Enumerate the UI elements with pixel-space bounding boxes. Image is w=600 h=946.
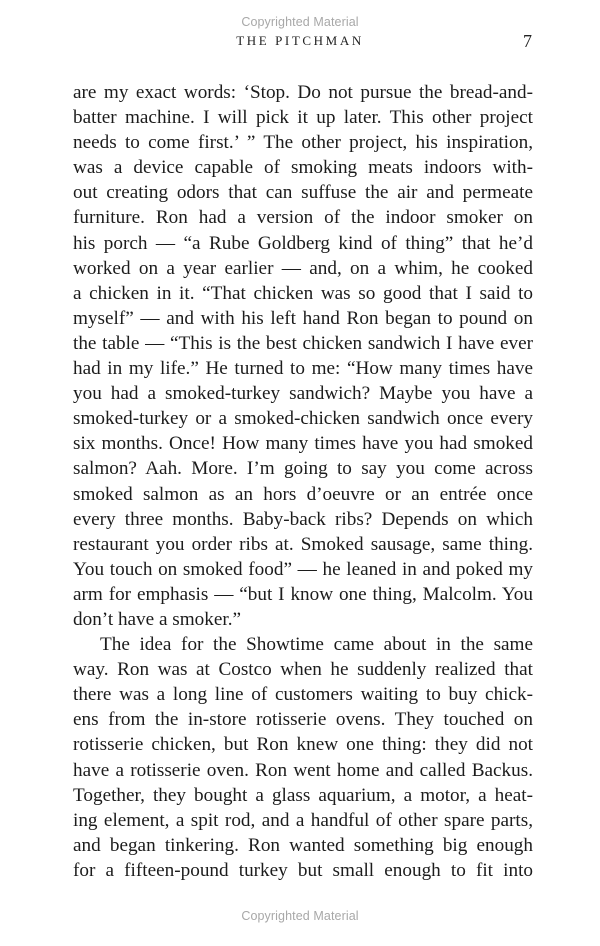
running-header [0,31,600,51]
text-line: smoked-turkey or a smoked-chicken sandwich once every [73,408,533,430]
text-line: are my exact words: ‘Stop. Do not pursue the bread-and- [73,82,533,103]
text-line: the table — “This is the best chicken sandwich I have ever [73,332,533,354]
text-line: myself” — and with his left hand Ron began to pound on [73,307,533,329]
text-line: ens from the in-store rotisserie ovens. They touched on [73,709,533,731]
text-line: and began tinkering. Ron wanted something big enough [73,834,533,856]
text-line: batter machine. I will pick it up later. This other project [73,107,533,129]
text-line: a chicken in it. “That chicken was so good that I said to [73,282,533,304]
text-line: smoked salmon as an hors d’oeuvre or an entrée once [73,483,533,505]
text-line: salmon? Aah. More. I’m going to say you come across [73,458,533,480]
text-line: have a rotisserie oven. Ron went home and called Backus. [73,759,533,781]
text-line: there was a long line of customers waiting to buy chick- [73,684,533,706]
text-line: Together, they bought a glass aquarium, a motor, a heat- [73,784,533,806]
text-line: for a fifteen-pound turkey but small enough to fit into [73,859,533,881]
text-line: was a device capable of smoking meats indoors with- [73,157,533,179]
page-number: 7 [523,31,532,51]
running-title: THE PITCHMAN [236,33,364,48]
text-line: furniture. Ron had a version of the indoor smoker on [73,207,533,229]
text-line: rotisserie chicken, but Ron knew one thing: they did not [73,734,533,756]
copyright-watermark-top: Copyrighted Material [241,15,359,29]
text-line: You touch on smoked food” — he leaned in and poked my [73,558,533,580]
text-line: his porch — “a Rube Goldberg kind of thing” that he’d [73,232,533,254]
text-line: needs to come first.’ ” The other project, his inspiration, [73,132,533,154]
text-line: out creating odors that can suffuse the air and permeate [73,182,533,204]
text-line: worked on a year earlier — and, on a whim, he cooked [73,257,533,279]
text-line: don’t have a smoker.” [73,608,242,630]
text-line: restaurant you order ribs at. Smoked sausage, same thing. [73,533,533,555]
text-line: had in my life.” He turned to me: “How many times have [73,358,533,380]
text-line: you had a smoked-turkey sandwich? Maybe you have a [73,383,533,405]
text-line: The idea for the Showtime came about in the same [100,634,533,656]
text-line: every three months. Baby-back ribs? Depends on which [73,508,533,530]
text-line: six months. Once! How many times have you had smoked [73,433,533,455]
text-line: ing element, a spit rod, and a handful of other spare parts, [73,809,533,831]
text-line: way. Ron was at Costco when he suddenly realized that [73,659,533,681]
body-text [73,80,533,883]
copyright-watermark-bottom: Copyrighted Material [241,909,359,923]
text-line: arm for emphasis — “but I know one thing, Malcolm. You [73,583,533,605]
